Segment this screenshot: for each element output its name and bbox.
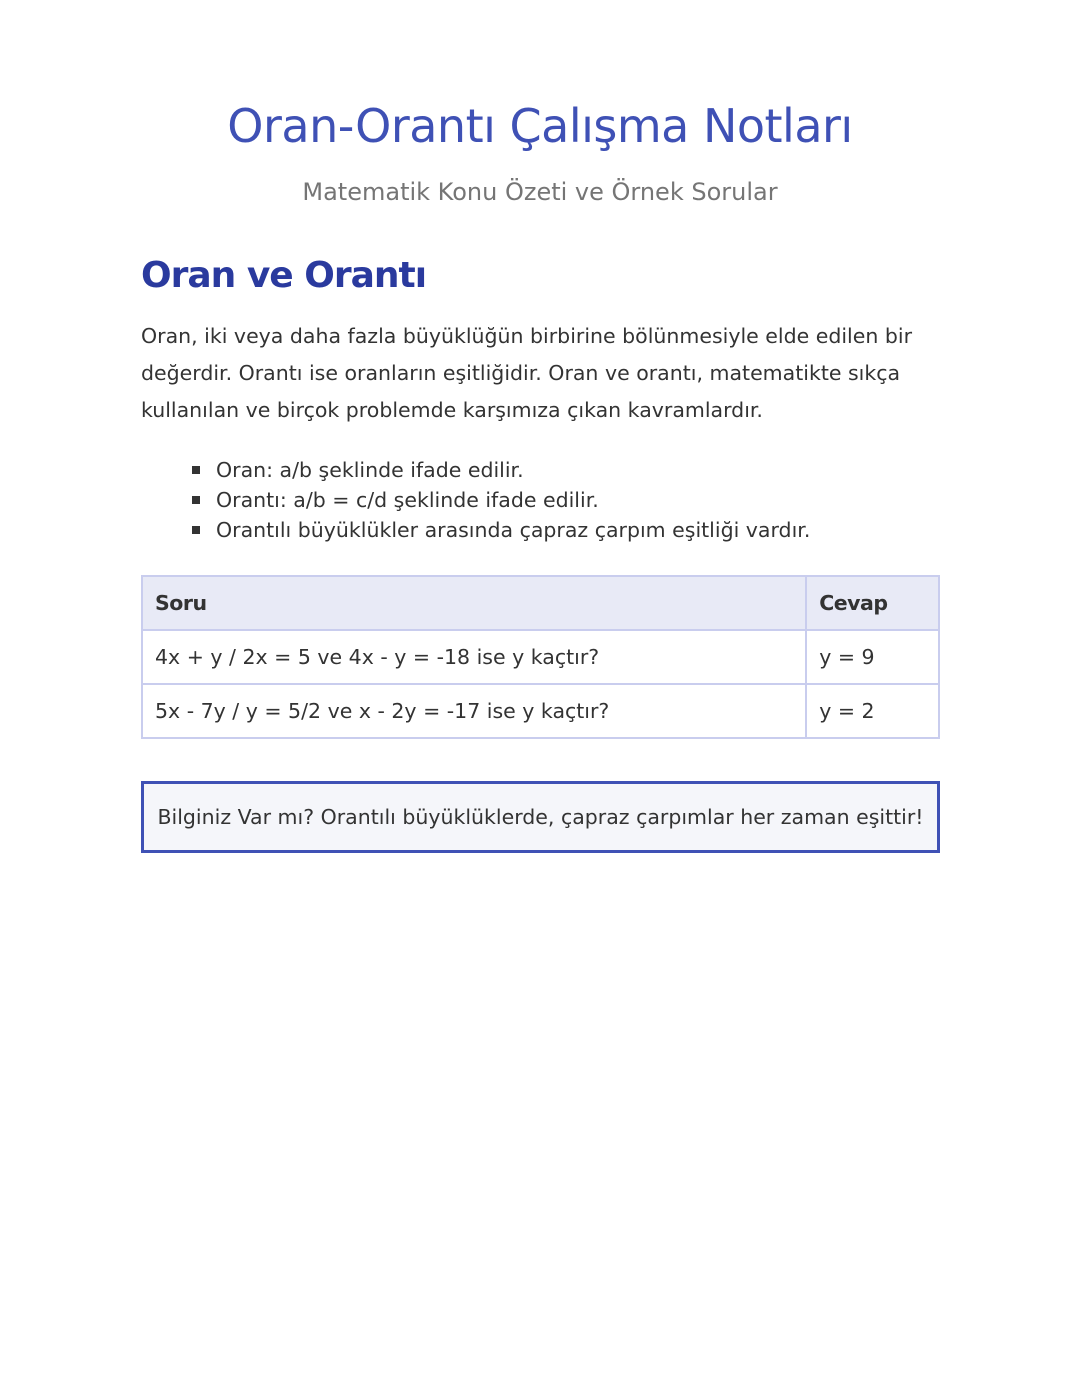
info-callout-text: Bilginiz Var mı? Orantılı büyüklüklerde, çapraz çarpımlar her zaman eşittir! xyxy=(157,805,924,829)
question-cell: 5x - 7y / y = 5/2 ve x - 2y = -17 ise y kaçtır? xyxy=(142,684,806,738)
bullet-item xyxy=(189,515,810,545)
answer-cell: y = 2 xyxy=(806,684,939,738)
bullet-text: Orantı: a/b = c/d şeklinde ifade edilir. xyxy=(216,488,599,512)
bullet-text: Orantılı büyüklükler arasında çapraz çarpım eşitliği vardır. xyxy=(216,518,811,542)
table-header-row xyxy=(142,576,939,630)
column-header-answer: Cevap xyxy=(806,576,939,630)
column-header-question: Soru xyxy=(142,576,806,630)
bullet-item xyxy=(189,455,810,485)
section-paragraph: Oran, iki veya daha fazla büyüklüğün birbirine bölünmesiyle elde edilen bir değerdir. Orantı ise oranların eşitliğidir. Oran ve orantı, matematikte sıkça kullanılan ve birçok problemde karşımıza çıkan kavramlardır. xyxy=(141,324,913,422)
square-bullet-icon xyxy=(192,466,200,474)
square-bullet-icon xyxy=(192,496,200,504)
table-row xyxy=(142,630,939,684)
question-cell: 4x + y / 2x = 5 ve 4x - y = -18 ise y kaçtır? xyxy=(142,630,806,684)
square-bullet-icon xyxy=(192,526,200,534)
page-subtitle: Matematik Konu Özeti ve Örnek Sorular xyxy=(302,178,778,206)
bullet-list xyxy=(189,455,810,545)
info-callout xyxy=(141,781,940,853)
table-row xyxy=(142,684,939,738)
page-title: Oran-Orantı Çalışma Notları xyxy=(227,99,853,153)
bullet-item xyxy=(189,485,810,515)
bullet-text: Oran: a/b şeklinde ifade edilir. xyxy=(216,458,524,482)
answer-cell: y = 9 xyxy=(806,630,939,684)
questions-table xyxy=(141,575,940,739)
section-title: Oran ve Orantı xyxy=(141,255,427,296)
